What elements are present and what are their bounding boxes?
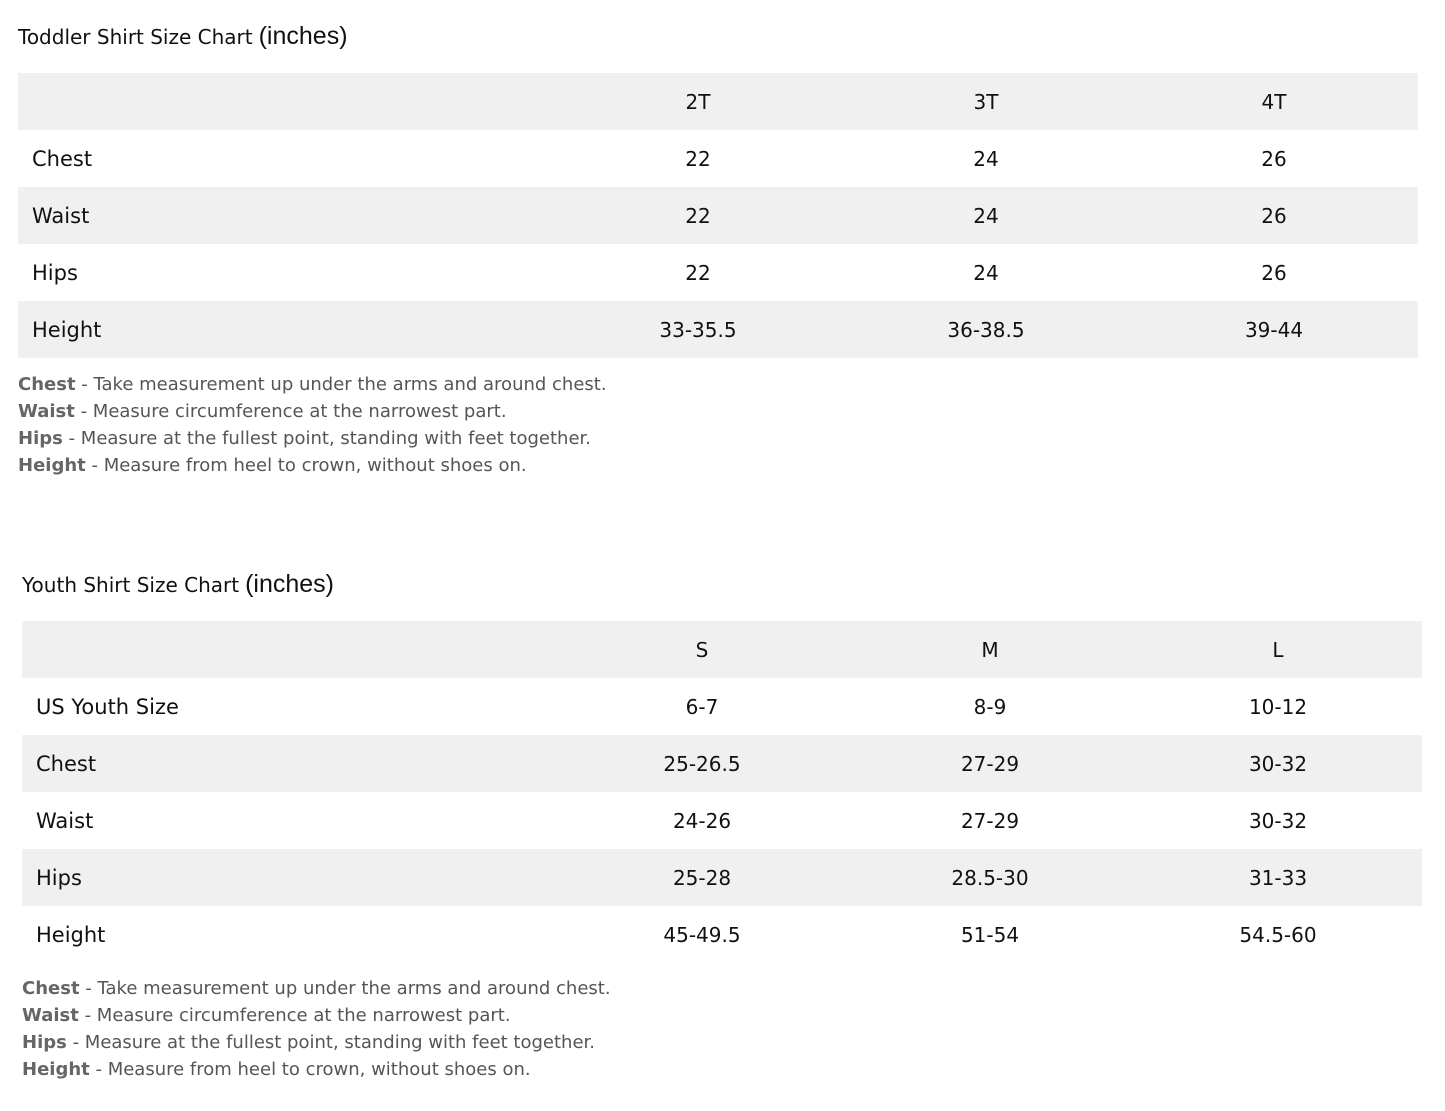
note-text: - Measure circumference at the narrowest part.: [74, 401, 507, 422]
note-text: - Take measurement up under the arms and around chest.: [75, 374, 607, 395]
table-cell: 24: [842, 187, 1130, 244]
note-text: - Measure circumference at the narrowest part.: [78, 1005, 511, 1026]
table-cell: 27-29: [846, 735, 1134, 792]
row-label-waist: Waist: [36, 808, 94, 833]
table-cell: 24: [973, 146, 999, 171]
table-cell: 10-12: [1248, 694, 1308, 719]
table-cell: 36-38.5: [842, 301, 1130, 358]
row-label-waist: Waist: [18, 187, 554, 244]
toddler-chart-unit: (inches): [258, 22, 348, 50]
note-term: Waist: [22, 1005, 79, 1026]
note-text: - Measure at the fullest point, standing with feet together.: [66, 1032, 596, 1053]
note-waist: [22, 1002, 1022, 1029]
note-text: - Take measurement up under the arms and around chest.: [79, 978, 611, 999]
note-chest: [18, 371, 1018, 398]
youth-size-table: [22, 621, 1422, 963]
table-cell: 8-9: [973, 694, 1007, 719]
table-cell: 28.5-30: [846, 849, 1134, 906]
table-cell: 27-29: [960, 808, 1020, 833]
table-header-row: [22, 621, 1422, 678]
table-cell: 26: [1261, 260, 1287, 285]
table-row-chest: [18, 130, 1418, 187]
note-text: - Measure from heel to crown, without shoes on.: [85, 455, 527, 476]
column-header-l: L: [1134, 621, 1422, 678]
row-label-hips: Hips: [22, 849, 558, 906]
column-header-s: S: [558, 621, 846, 678]
table-row-chest: [22, 735, 1422, 792]
table-cell: 26: [1130, 187, 1418, 244]
youth-chart-unit: (inches): [245, 570, 334, 598]
table-cell: 45-49.5: [663, 922, 741, 947]
table-cell: 6-7: [685, 694, 719, 719]
note-term: Hips: [18, 428, 63, 449]
note-hips: [22, 1029, 1022, 1056]
table-cell: 25-26.5: [558, 735, 846, 792]
table-row-us-youth-size: [22, 678, 1422, 735]
column-header-2t: 2T: [554, 73, 842, 130]
note-term: Height: [22, 1059, 90, 1080]
table-row-waist: [22, 792, 1422, 849]
note-height: [18, 452, 1018, 479]
column-header-3t: 3T: [842, 73, 1130, 130]
toddler-chart-title-text: Toddler Shirt Size Chart: [18, 25, 253, 49]
table-cell: 22: [685, 260, 711, 285]
note-height: [22, 1056, 1022, 1083]
youth-chart-title: [22, 568, 334, 600]
table-cell: 33-35.5: [554, 301, 842, 358]
table-row-hips: [22, 849, 1422, 906]
table-row-hips: [18, 244, 1418, 301]
table-row-height: [22, 906, 1422, 963]
column-header-m: M: [846, 621, 1134, 678]
table-cell: 22: [685, 146, 711, 171]
table-cell: 30-32: [1248, 808, 1308, 833]
note-term: Hips: [22, 1032, 67, 1053]
table-cell: 24-26: [672, 808, 732, 833]
table-header-row: [18, 73, 1418, 130]
note-text: - Measure at the fullest point, standing with feet together.: [62, 428, 592, 449]
row-label-height: Height: [18, 301, 554, 358]
note-waist: [18, 398, 1018, 425]
note-term: Chest: [22, 978, 80, 999]
toddler-size-table: [18, 73, 1418, 358]
row-label-height: Height: [36, 922, 106, 947]
note-term: Height: [18, 455, 86, 476]
table-cell: 30-32: [1134, 735, 1422, 792]
table-cell: 51-54: [960, 922, 1020, 947]
toddler-chart-title: [18, 20, 348, 52]
note-hips: [18, 425, 1018, 452]
note-chest: [22, 975, 1022, 1002]
row-label-chest: Chest: [22, 735, 558, 792]
row-label-chest: Chest: [32, 146, 93, 171]
toddler-measurement-notes: [18, 371, 1018, 479]
table-cell: 39-44: [1130, 301, 1418, 358]
youth-measurement-notes: [22, 975, 1022, 1083]
table-cell: 31-33: [1134, 849, 1422, 906]
row-label-hips: Hips: [32, 260, 78, 285]
table-cell: 26: [1261, 146, 1287, 171]
youth-chart-title-text: Youth Shirt Size Chart: [22, 573, 240, 597]
column-header-4t: 4T: [1130, 73, 1418, 130]
table-cell: 54.5-60: [1239, 922, 1317, 947]
table-cell: 24: [973, 260, 999, 285]
table-cell: 25-28: [558, 849, 846, 906]
note-term: Chest: [18, 374, 76, 395]
note-text: - Measure from heel to crown, without shoes on.: [89, 1059, 531, 1080]
header-corner-cell: [18, 73, 554, 130]
table-cell: 22: [554, 187, 842, 244]
row-label-us-youth-size: US Youth Size: [36, 694, 179, 719]
note-term: Waist: [18, 401, 75, 422]
header-corner-cell: [22, 621, 558, 678]
table-row-height: [18, 301, 1418, 358]
table-row-waist: [18, 187, 1418, 244]
